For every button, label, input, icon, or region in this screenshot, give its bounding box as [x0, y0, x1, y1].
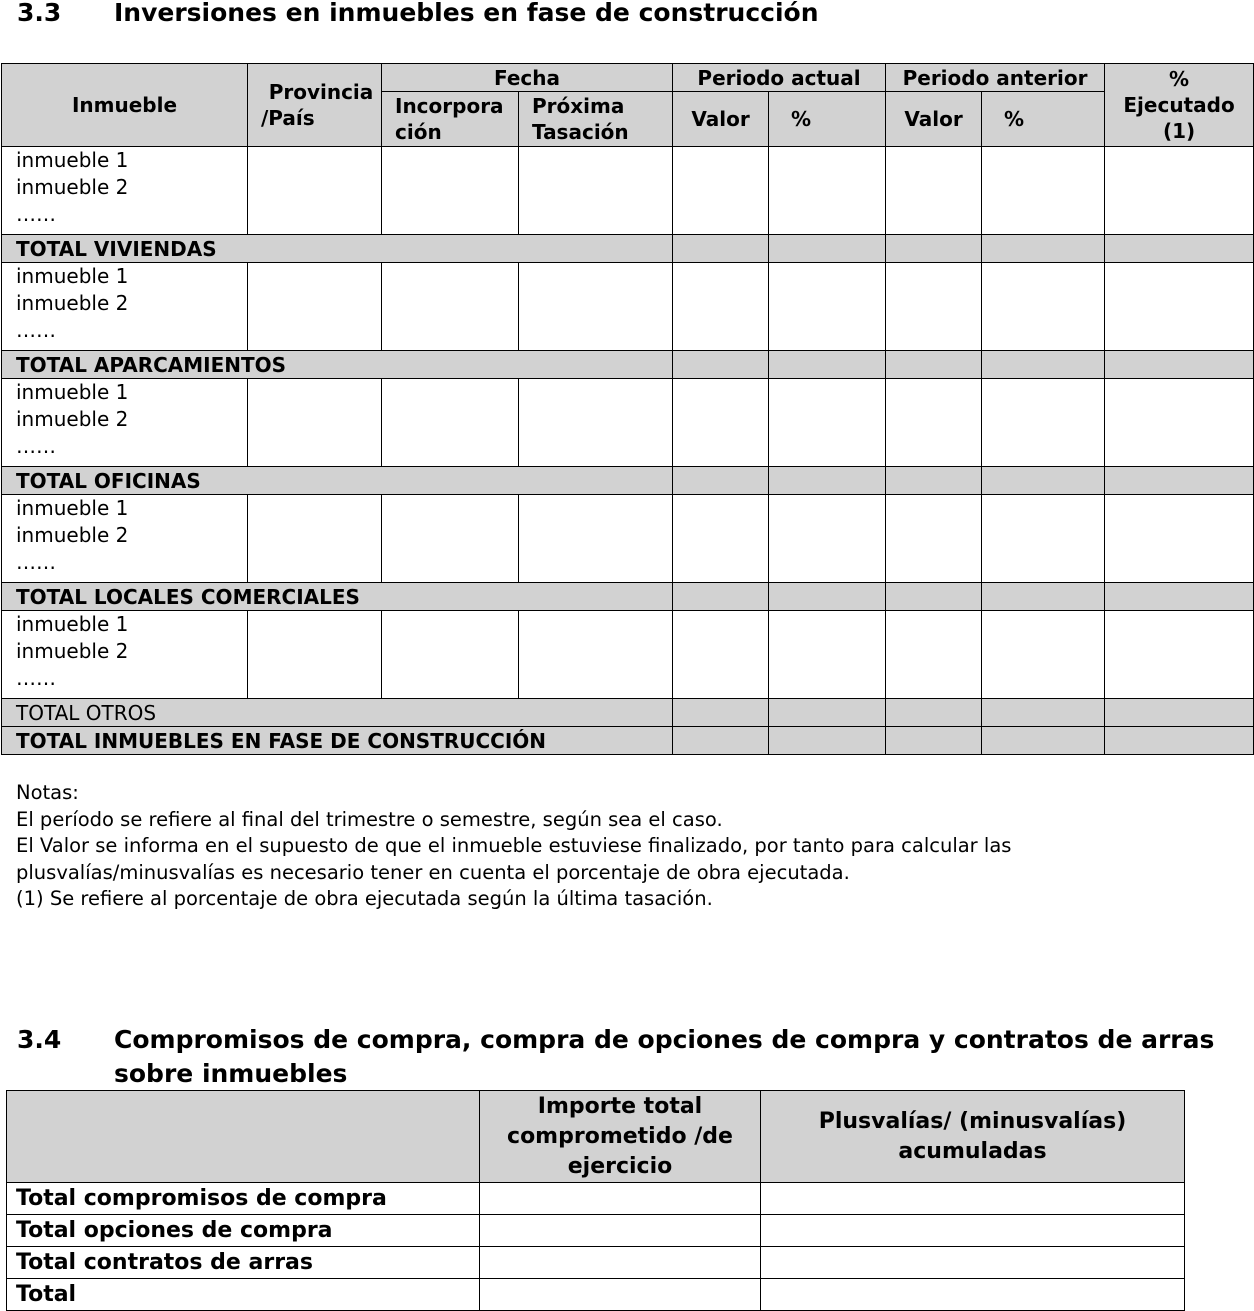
cell[interactable]	[673, 379, 769, 467]
cell[interactable]	[382, 379, 519, 467]
section-3-3-title	[17, 0, 1217, 30]
cell[interactable]	[982, 263, 1105, 351]
header-ejecutado-line2: Ejecutado	[1123, 93, 1235, 117]
section-heading-line1: Compromisos de compra, compra de opciones de compra y contratos de arras	[114, 1025, 1215, 1054]
cell[interactable]	[1105, 147, 1254, 235]
header-importe-line1: Importe total	[537, 1093, 703, 1119]
cell[interactable]	[1105, 467, 1254, 495]
cell[interactable]	[1105, 611, 1254, 699]
note-line: El Valor se informa en el supuesto de que el inmueble estuviese finalizado, por tanto para calcular las	[16, 834, 1012, 858]
note-line: El período se refiere al final del trimestre o semestre, según sea el caso.	[16, 807, 723, 831]
cell[interactable]	[382, 147, 519, 235]
cell[interactable]	[673, 467, 769, 495]
header-ejecutado	[1105, 64, 1254, 147]
cell[interactable]	[886, 379, 982, 467]
cell[interactable]	[982, 235, 1105, 263]
cell[interactable]	[886, 147, 982, 235]
header-importe-line2: comprometido /de	[507, 1123, 733, 1149]
items-row	[2, 379, 1254, 467]
cell[interactable]	[1105, 727, 1254, 755]
item-names	[2, 379, 248, 467]
cell[interactable]	[769, 379, 886, 467]
cell[interactable]	[886, 235, 982, 263]
cell[interactable]	[673, 699, 769, 727]
total-aparcamientos-label: TOTAL APARCAMIENTOS	[2, 351, 673, 379]
cell[interactable]	[673, 263, 769, 351]
cell[interactable]	[769, 583, 886, 611]
item-names	[2, 495, 248, 583]
cell[interactable]	[761, 1279, 1185, 1311]
cell[interactable]	[248, 263, 382, 351]
total-otros-label: TOTAL OTROS	[2, 699, 673, 727]
cell[interactable]	[1105, 263, 1254, 351]
cell[interactable]	[886, 263, 982, 351]
total-viviendas-label: TOTAL VIVIENDAS	[2, 235, 673, 263]
total-row	[2, 699, 1254, 727]
cell[interactable]	[761, 1247, 1185, 1279]
cell[interactable]	[982, 495, 1105, 583]
table-row	[7, 1215, 1185, 1247]
cell[interactable]	[248, 379, 382, 467]
cell[interactable]	[382, 263, 519, 351]
cell[interactable]	[1105, 351, 1254, 379]
row-label-total: Total	[7, 1279, 480, 1311]
header-ejecutado-line3: (1)	[1162, 119, 1196, 143]
cell[interactable]	[1105, 699, 1254, 727]
cell[interactable]	[480, 1279, 761, 1311]
cell[interactable]	[1105, 235, 1254, 263]
cell[interactable]	[769, 263, 886, 351]
item-names	[2, 147, 248, 235]
header-plusvalias-line2: acumuladas	[898, 1138, 1047, 1164]
header-importe-line3: ejercicio	[567, 1153, 673, 1179]
header-incorporacion-line1: Incorpora	[395, 94, 504, 118]
cell[interactable]	[248, 611, 382, 699]
header-incorporacion-line2: ción	[395, 120, 442, 144]
cell[interactable]	[761, 1183, 1185, 1215]
cell[interactable]	[519, 379, 673, 467]
items-row	[2, 147, 1254, 235]
cell[interactable]	[519, 147, 673, 235]
row-label-compromisos: Total compromisos de compra	[7, 1183, 480, 1215]
cell[interactable]	[982, 727, 1105, 755]
header-inmueble: Inmueble	[2, 64, 248, 147]
row-label-opciones: Total opciones de compra	[7, 1215, 480, 1247]
cell[interactable]	[248, 495, 382, 583]
note-line: (1) Se refiere al porcentaje de obra ejecutada según la última tasación.	[16, 887, 713, 911]
row-label-arras: Total contratos de arras	[7, 1247, 480, 1279]
items-row	[2, 263, 1254, 351]
header-proxima-line1: Próxima	[532, 94, 625, 118]
table-row	[7, 1247, 1185, 1279]
header-ejecutado-line1: %	[1169, 67, 1190, 91]
item-line: inmueble 1	[16, 148, 129, 172]
item-line: inmueble 1	[16, 612, 129, 636]
item-line: ……	[16, 202, 56, 226]
cell[interactable]	[480, 1183, 761, 1215]
cell[interactable]	[769, 235, 886, 263]
cell[interactable]	[769, 495, 886, 583]
note-line: plusvalías/minusvalías es necesario tener en cuenta el porcentaje de obra ejecutada.	[16, 860, 850, 884]
notes-heading: Notas:	[16, 781, 79, 804]
cell[interactable]	[673, 351, 769, 379]
item-line: inmueble 2	[16, 175, 129, 199]
cell[interactable]	[519, 495, 673, 583]
header-pct-actual: %	[769, 92, 886, 147]
table-row	[7, 1279, 1185, 1311]
header-blank	[7, 1091, 480, 1183]
cell[interactable]	[886, 727, 982, 755]
inversiones-table	[1, 63, 1254, 755]
cell[interactable]	[673, 583, 769, 611]
cell[interactable]	[886, 495, 982, 583]
cell[interactable]	[982, 467, 1105, 495]
header-fecha: Fecha	[382, 64, 673, 92]
cell[interactable]	[769, 467, 886, 495]
cell[interactable]	[982, 351, 1105, 379]
item-line: inmueble 2	[16, 291, 129, 315]
items-row	[2, 495, 1254, 583]
cell[interactable]	[248, 147, 382, 235]
cell[interactable]	[1105, 583, 1254, 611]
header-periodo-anterior: Periodo anterior	[886, 64, 1105, 92]
header-plusvalias-line1: Plusvalías/ (minusvalías)	[818, 1108, 1127, 1134]
header-proxima-tasacion	[519, 92, 673, 147]
cell[interactable]	[1105, 495, 1254, 583]
notes-block	[16, 780, 1011, 913]
header-importe	[480, 1091, 761, 1183]
item-names	[2, 611, 248, 699]
header-incorporacion	[382, 92, 519, 147]
section-heading: Inversiones en inmuebles en fase de construcción	[114, 0, 819, 27]
cell[interactable]	[1105, 379, 1254, 467]
cell[interactable]	[982, 611, 1105, 699]
item-line: inmueble 1	[16, 496, 129, 520]
header-plusvalias	[761, 1091, 1185, 1183]
item-names	[2, 263, 248, 351]
cell[interactable]	[769, 699, 886, 727]
cell[interactable]	[886, 611, 982, 699]
cell[interactable]	[673, 727, 769, 755]
header-periodo-actual: Periodo actual	[673, 64, 886, 92]
cell[interactable]	[886, 699, 982, 727]
cell[interactable]	[769, 727, 886, 755]
section-heading-line2: sobre inmuebles	[114, 1059, 348, 1088]
cell[interactable]	[982, 379, 1105, 467]
cell[interactable]	[982, 699, 1105, 727]
cell[interactable]	[769, 147, 886, 235]
cell[interactable]	[761, 1215, 1185, 1247]
cell[interactable]	[886, 351, 982, 379]
header-provincia-line2: /País	[261, 106, 315, 130]
header-valor-actual: Valor	[673, 92, 769, 147]
cell[interactable]	[673, 147, 769, 235]
cell[interactable]	[382, 495, 519, 583]
cell[interactable]	[673, 495, 769, 583]
item-line: inmueble 1	[16, 380, 129, 404]
cell[interactable]	[982, 583, 1105, 611]
total-oficinas-label: TOTAL OFICINAS	[2, 467, 673, 495]
header-proxima-line2: Tasación	[532, 120, 629, 144]
section-number: 3.3	[17, 0, 62, 27]
compromisos-table	[6, 1090, 1185, 1311]
section-number: 3.4	[17, 1025, 62, 1054]
cell[interactable]	[982, 147, 1105, 235]
items-row	[2, 611, 1254, 699]
cell[interactable]	[886, 467, 982, 495]
item-line: ……	[16, 550, 56, 574]
cell[interactable]	[769, 351, 886, 379]
total-inmuebles-label: TOTAL INMUEBLES EN FASE DE CONSTRUCCIÓN	[2, 727, 673, 755]
header-provincia-line1: Provincia	[268, 80, 374, 104]
cell[interactable]	[673, 235, 769, 263]
total-row	[2, 467, 1254, 495]
item-line: ……	[16, 318, 56, 342]
total-locales-label: TOTAL LOCALES COMERCIALES	[2, 583, 673, 611]
total-row	[2, 351, 1254, 379]
item-line: inmueble 2	[16, 407, 129, 431]
cell[interactable]	[519, 263, 673, 351]
cell[interactable]	[480, 1247, 761, 1279]
item-line: inmueble 1	[16, 264, 129, 288]
item-line: inmueble 2	[16, 639, 129, 663]
header-valor-anterior: Valor	[886, 92, 982, 147]
cell[interactable]	[673, 611, 769, 699]
header-pct-anterior: %	[982, 92, 1105, 147]
item-line: ……	[16, 434, 56, 458]
total-row	[2, 235, 1254, 263]
table-row	[7, 1183, 1185, 1215]
item-line: ……	[16, 666, 56, 690]
cell[interactable]	[886, 583, 982, 611]
section-3-4-title	[17, 1023, 1217, 1091]
total-row	[2, 583, 1254, 611]
cell[interactable]	[519, 611, 673, 699]
cell[interactable]	[480, 1215, 761, 1247]
cell[interactable]	[769, 611, 886, 699]
grand-total-row	[2, 727, 1254, 755]
cell[interactable]	[382, 611, 519, 699]
header-provincia	[248, 64, 382, 147]
item-line: inmueble 2	[16, 523, 129, 547]
